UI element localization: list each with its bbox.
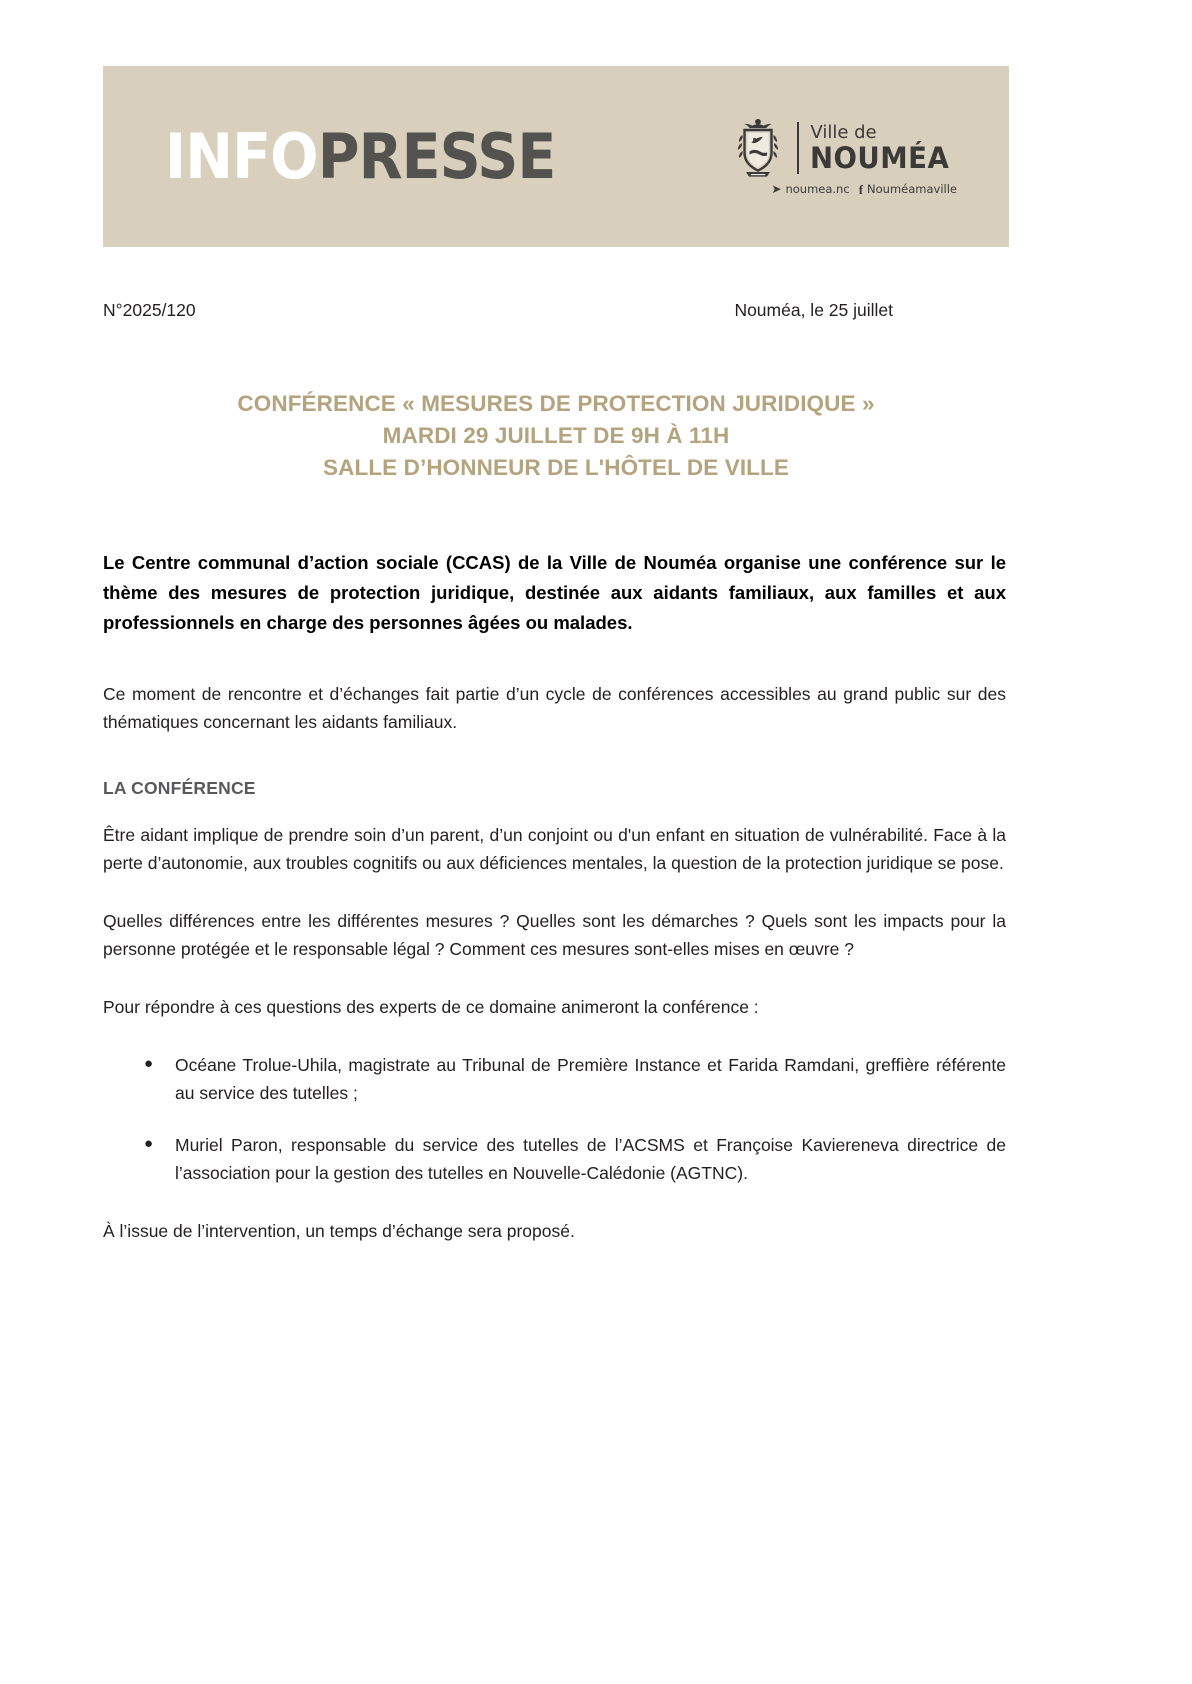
place-and-date: Nouméa, le 25 juillet [734, 300, 893, 320]
bullet-icon: ● [144, 1134, 154, 1152]
document-body [103, 548, 1006, 1245]
document-title [103, 388, 1009, 484]
list-item [144, 1051, 1006, 1107]
header-banner [103, 66, 1009, 247]
logo-info-word: INFO [165, 119, 318, 193]
city-logo-top [730, 117, 957, 179]
city-logo-text [810, 121, 957, 175]
spacer [103, 799, 1006, 821]
speaker-text: Muriel Paron, responsable du service des tutelles de l’ACSMS et Françoise Kaviereneva directrice de l’association pour la gestion des tutelles en Nouvelle-Calédonie (AGTNC). [175, 1134, 1006, 1183]
spacer [103, 1187, 1006, 1217]
paragraph-1: Être aidant implique de prendre soin d’un parent, d’un conjoint ou d'un enfant en situation de vulnérabilité. Face à la perte d’autonomie, aux troubles cognitifs ou aux déficiences mentales, la question de la protection juridique se pose. [103, 824, 1006, 873]
twitter-handle-group [771, 182, 849, 196]
spacer [103, 638, 1006, 680]
ville-de-label: Ville de [810, 121, 877, 143]
spacer [103, 963, 1006, 993]
social-handles [771, 182, 957, 196]
lead-paragraph: Le Centre communal d’action sociale (CCAS) de la Ville de Nouméa organise une conférence sur le thème des mesures de protection juridique, destinée aux aidants familiaux, aux familles et aux professionnels en charge des personnes âgées ou malades. [103, 552, 1006, 633]
info-presse-logo [165, 119, 556, 193]
spacer [103, 736, 1006, 778]
speakers-list [103, 1051, 1006, 1187]
reference-number: N°2025/120 [103, 300, 196, 320]
logo-presse-word: PRESSE [317, 119, 556, 193]
facebook-handle-group [859, 182, 957, 196]
paragraph-2: Quelles différences entre les différentes mesures ? Quelles sont les démarches ? Quels sont les impacts pour la personne protégée et le responsable légal ? Comment ces mesures sont-elles mises en œuvre ? [103, 910, 1006, 959]
list-item [144, 1131, 1006, 1187]
logo-divider [797, 122, 799, 174]
intro-paragraph: Ce moment de rencontre et d’échanges fait partie d’un cycle de conférences accessibles au grand public sur des thématiques concernant les aidants familiaux. [103, 683, 1006, 732]
section-heading-la-conference: LA CONFÉRENCE [103, 777, 256, 798]
paragraph-3: Pour répondre à ces questions des experts de ce domaine animeront la conférence : [103, 996, 759, 1017]
spacer [103, 1021, 1006, 1051]
facebook-handle-label: Nouméamaville [867, 182, 957, 196]
reference-line [103, 300, 893, 321]
title-line-1: CONFÉRENCE « MESURES DE PROTECTION JURIDIQUE » [237, 391, 875, 416]
bullet-icon: ● [144, 1054, 154, 1072]
spacer [103, 877, 1006, 907]
twitter-bird-icon: ➤ [771, 182, 782, 196]
noumea-coat-of-arms-icon [730, 117, 786, 179]
twitter-handle-label: noumea.nc [785, 182, 850, 196]
speaker-text: Océane Trolue-Uhila, magistrate au Tribunal de Première Instance et Farida Ramdani, greffière référente au service des tutelles ; [175, 1054, 1006, 1103]
noumea-label: NOUMÉA [810, 140, 950, 175]
title-line-3: SALLE D’HONNEUR DE L'HÔTEL DE VILLE [323, 454, 789, 480]
title-line-2: MARDI 29 JUILLET DE 9H À 11H [382, 422, 730, 448]
facebook-f-icon: f [858, 181, 864, 197]
closing-paragraph: À l’issue de l’intervention, un temps d’échange sera proposé. [103, 1220, 575, 1241]
city-logo [730, 117, 957, 196]
